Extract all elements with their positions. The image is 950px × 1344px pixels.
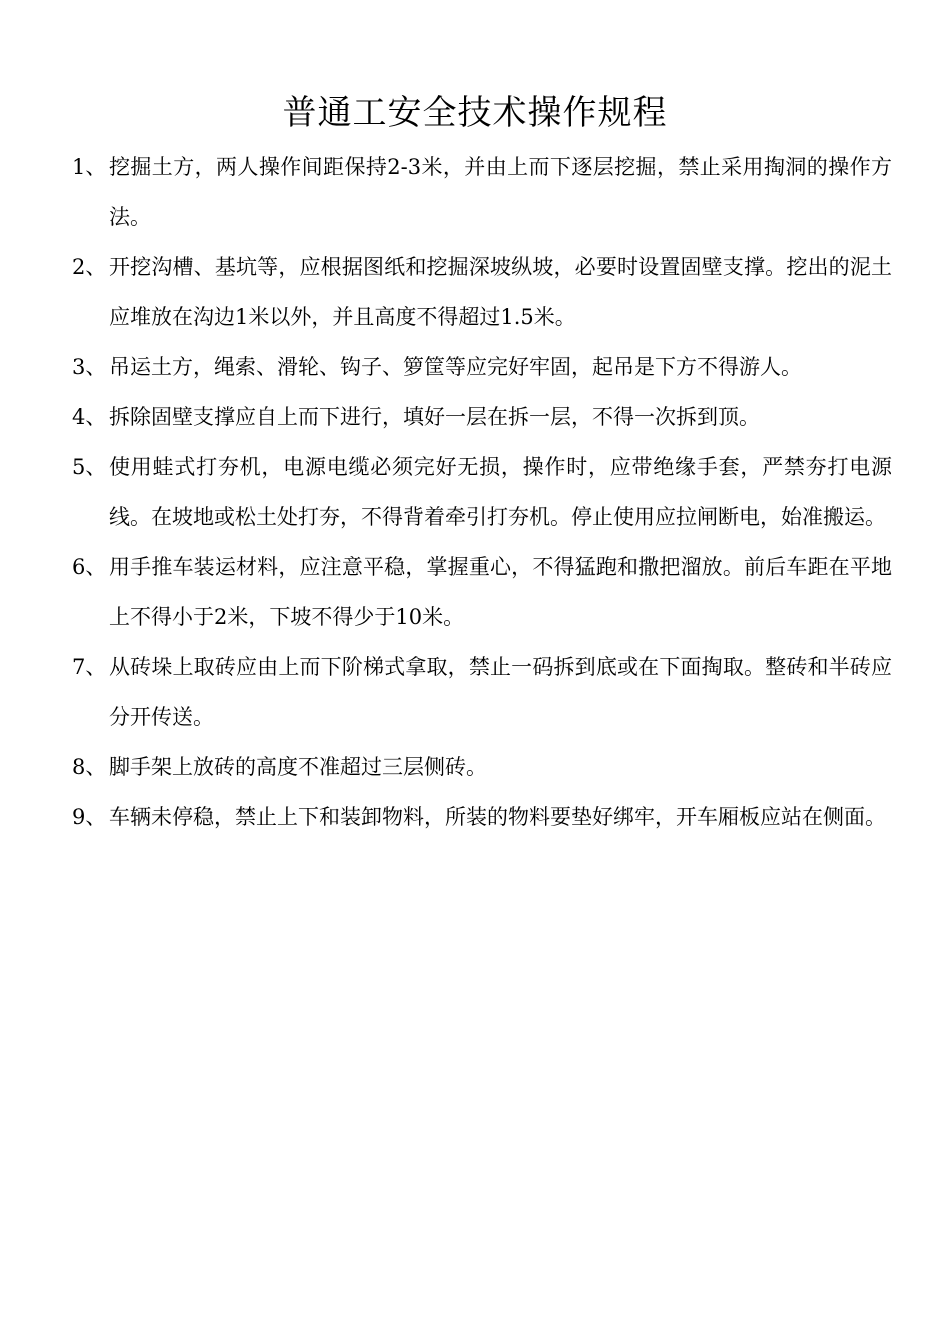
rule-item-2 <box>72 242 892 342</box>
rule-number: 9、 <box>72 805 107 829</box>
rule-number: 7、 <box>72 655 107 679</box>
rule-item-1 <box>72 142 892 242</box>
rule-item-6 <box>72 542 892 642</box>
rule-item-3 <box>72 342 892 392</box>
rule-item-7 <box>72 642 892 742</box>
rules-list <box>72 142 892 842</box>
rule-text: 脚手架上放砖的高度不准超过三层侧砖。 <box>109 755 487 779</box>
rule-number: 1、 <box>72 155 107 179</box>
rule-text: 从砖垛上取砖应由上而下阶梯式拿取，禁止一码拆到底或在下面掏取。整砖和半砖应分开传送。 <box>109 655 892 729</box>
rule-item-5 <box>72 442 892 542</box>
rule-text: 车辆未停稳，禁止上下和装卸物料，所装的物料要垫好绑牢，开车厢板应站在侧面。 <box>109 805 886 829</box>
rule-item-4 <box>72 392 892 442</box>
rule-number: 2、 <box>72 255 107 279</box>
rule-number: 8、 <box>72 755 107 779</box>
rule-text: 开挖沟槽、基坑等，应根据图纸和挖掘深坡纵坡，必要时设置固壁支撑。挖出的泥土应堆放在沟边1米以外，并且高度不得超过1.5米。 <box>109 255 892 329</box>
rule-text: 拆除固壁支撑应自上而下进行，填好一层在拆一层，不得一次拆到顶。 <box>109 405 760 429</box>
rule-text: 吊运土方，绳索、滑轮、钩子、箩筐等应完好牢固，起吊是下方不得游人。 <box>109 355 802 379</box>
rule-number: 4、 <box>72 405 107 429</box>
rule-item-8 <box>72 742 892 792</box>
rule-text: 挖掘土方，两人操作间距保持2-3米，并由上而下逐层挖掘，禁止采用掏洞的操作方法。 <box>109 155 892 229</box>
rule-item-9 <box>72 792 892 842</box>
rule-number: 3、 <box>72 355 107 379</box>
rule-number: 5、 <box>72 455 107 479</box>
document-title: 普通工安全技术操作规程 <box>282 93 668 133</box>
rule-number: 6、 <box>72 555 107 579</box>
rule-text: 用手推车装运材料，应注意平稳，掌握重心，不得猛跑和撒把溜放。前后车距在平地上不得小于2米，下坡不得少于10米。 <box>109 555 892 629</box>
rule-text: 使用蛙式打夯机，电源电缆必须完好无损，操作时，应带绝缘手套，严禁夯打电源线。在坡地或松土处打夯，不得背着牵引打夯机。停止使用应拉闸断电，始准搬运。 <box>109 455 892 529</box>
